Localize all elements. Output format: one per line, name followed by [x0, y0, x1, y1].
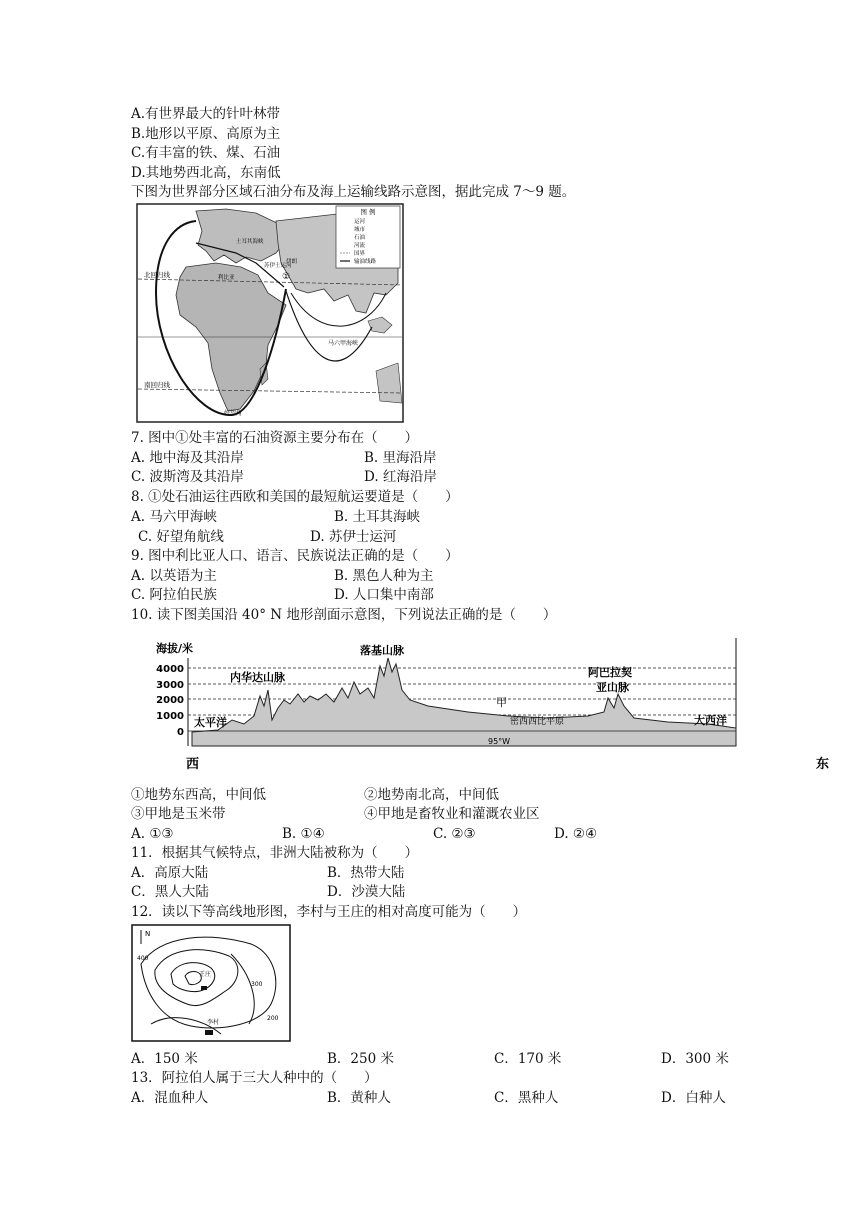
contour-200: 200: [267, 1015, 279, 1022]
q13-stem: 13．阿拉伯人属于三大人种中的（ ）: [131, 1070, 378, 1086]
contour-north: N: [145, 930, 151, 938]
q13-option-c: C．黑种人: [494, 1090, 559, 1106]
q13-option-b: B．黄种人: [327, 1090, 391, 1106]
q12-option-d: D．300 米: [661, 1051, 729, 1067]
q13-option-d: D．白种人: [661, 1090, 726, 1106]
q9-option-b: B. 黑色人种为主: [334, 568, 434, 584]
q10-stem: 10. 读下图美国沿 40° N 地形剖面示意图，下列说法正确的是（ ）: [131, 607, 557, 623]
q6-option-c: C.有丰富的铁、煤、石油: [131, 145, 281, 161]
label-appalachian-1: 阿巴拉契: [588, 666, 632, 679]
q7-option-d: D. 红海沿岸: [364, 469, 437, 485]
q11-option-a: A．高原大陆: [131, 865, 209, 881]
q10-option-b: B. ①④: [282, 826, 325, 842]
legend-canal: 运河: [354, 219, 366, 225]
label-marker-1: ①: [282, 272, 291, 282]
label-west: 西: [186, 757, 200, 772]
q10-option-c: C. ②③: [433, 826, 476, 842]
contour-400: 400: [137, 955, 149, 962]
q12-stem: 12．读以下等高线地形图，李村与王庄的相对高度可能为（ ）: [131, 904, 527, 920]
ytick-2000: 2000: [156, 695, 184, 706]
q10-option-a: A. ①③: [131, 826, 174, 842]
q8-option-a: A. 马六甲海峡: [131, 509, 217, 525]
profile-ylabel: 海拔/米: [156, 642, 194, 655]
label-libya: 利比亚: [218, 275, 235, 281]
label-atlantic: 大西洋: [694, 714, 727, 727]
q10-statement-1: ①地势东西高，中间低: [131, 787, 266, 803]
label-nevada: 内华达山脉: [230, 671, 285, 684]
legend-river: 河流: [354, 243, 366, 249]
label-plain: 密西西比平原: [510, 717, 565, 727]
q9-stem: 9. 图中利比亚人口、语言、民族说法正确的是（ ）: [131, 548, 459, 564]
q11-option-d: D．沙漠大陆: [327, 884, 406, 900]
q10-statement-4: ④甲地是畜牧业和灌溉农业区: [364, 806, 540, 822]
q7-option-a: A. 地中海及其沿岸: [131, 450, 244, 466]
q13-option-a: A．混血种人: [131, 1090, 209, 1106]
label-good-hope: 好望角: [224, 410, 243, 417]
q10-statement-2: ②地势南北高，中间低: [364, 787, 499, 803]
q12-option-c: C．170 米: [494, 1051, 562, 1067]
q7-option-c: C. 波斯湾及其沿岸: [131, 469, 244, 485]
label-rocky: 落基山脉: [360, 644, 404, 657]
legend-oil: 石油: [354, 235, 366, 241]
q10-statement-3: ③甲地是玉米带: [131, 806, 226, 822]
q8-option-d: D. 苏伊士运河: [310, 529, 397, 545]
oil-map-figure: [136, 203, 404, 423]
q9-option-c: C. 阿拉伯民族: [131, 587, 217, 603]
q8-option-b: B. 土耳其海峡: [334, 509, 421, 525]
contour-li: 李村: [207, 1019, 220, 1026]
q11-stem: 11．根据其气候特点，非洲大陆被称为（ ）: [131, 845, 419, 861]
intro-7-9: 下图为世界部分区域石油分布及海上运输线路示意图，据此完成 7～9 题。: [131, 184, 576, 200]
legend-border: 国界: [354, 251, 366, 257]
ytick-1000: 1000: [156, 711, 184, 722]
us-profile-figure: [148, 636, 844, 774]
ytick-3000: 3000: [156, 680, 184, 691]
q7-stem: 7. 图中①处丰富的石油资源主要分布在（ ）: [131, 430, 419, 446]
q11-option-c: C．黑人大陆: [131, 884, 209, 900]
q7-option-b: B. 里海沿岸: [364, 450, 437, 466]
legend-city: 城市: [354, 227, 366, 233]
label-jia: 甲: [496, 696, 507, 709]
contour-300: 300: [251, 981, 263, 988]
label-95w: 95°W: [488, 737, 511, 746]
q12-option-a: A．150 米: [131, 1051, 198, 1067]
q11-option-b: B．热带大陆: [327, 865, 405, 881]
label-suez-canal: 苏伊士运河: [264, 263, 292, 269]
q9-option-a: A. 以英语为主: [131, 568, 217, 584]
contour-wang: 王庄: [199, 971, 212, 978]
label-pacific: 太平洋: [194, 716, 227, 729]
label-tropic-capricorn: 南回归线: [144, 381, 170, 389]
q8-stem: 8. ①处石油运往西欧和美国的最短航运要道是（ ）: [131, 489, 459, 505]
label-appalachian-2: 亚山脉: [596, 681, 629, 694]
label-tropic-cancer: 北回归线: [144, 271, 170, 279]
contour-figure: [131, 924, 291, 1042]
label-turkish-strait: 土耳其海峡: [236, 239, 264, 245]
legend-oil-route: 输油线路: [354, 259, 377, 265]
label-iran: 伊朗: [286, 259, 298, 265]
label-malacca: 马六甲海峡: [328, 340, 359, 347]
q12-option-b: B．250 米: [327, 1051, 394, 1067]
q6-option-d: D.其地势西北高，东南低: [131, 165, 281, 181]
ytick-0: 0: [177, 727, 184, 738]
q10-option-d: D. ②④: [554, 826, 598, 842]
label-east: 东: [816, 757, 830, 772]
q6-option-b: B.地形以平原、高原为主: [131, 126, 281, 142]
legend-title: 图 例: [360, 208, 376, 216]
q6-option-a: A.有世界最大的针叶林带: [131, 106, 281, 122]
ytick-4000: 4000: [156, 664, 184, 675]
q9-option-d: D. 人口集中南部: [334, 587, 434, 603]
q8-option-c: C. 好望角航线: [138, 529, 224, 545]
